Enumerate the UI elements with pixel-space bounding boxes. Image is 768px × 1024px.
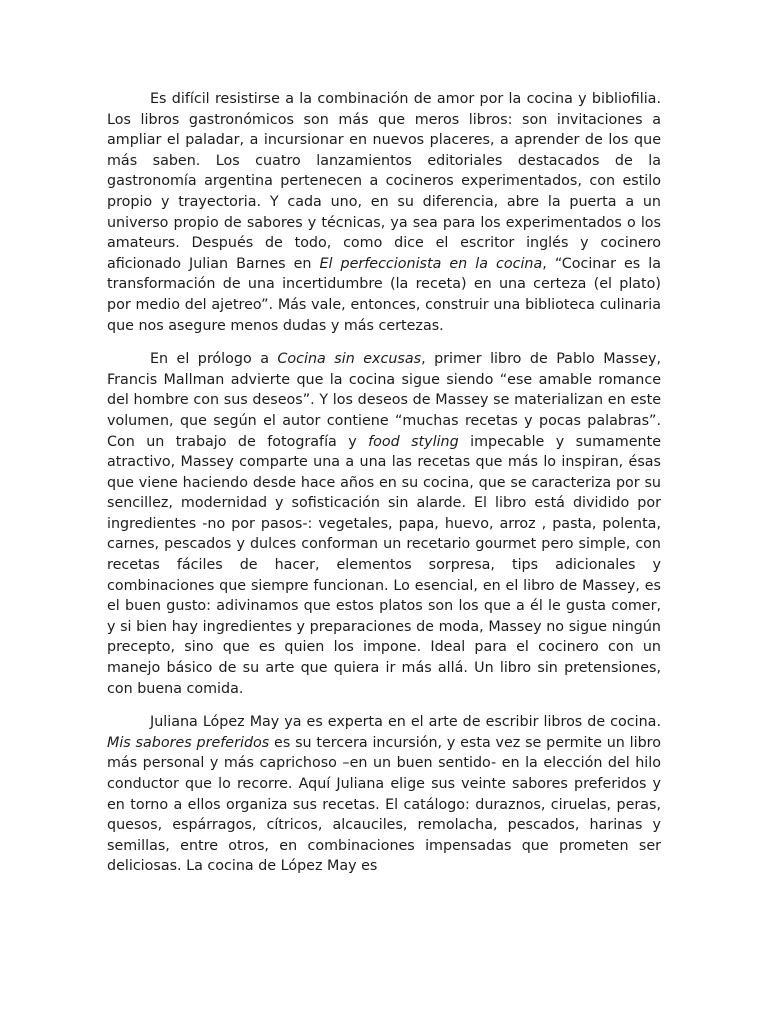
text-run: es su tercera incursión, y esta vez se permite un libro más personal y más caprichoso –en un buen sentido- en la elección del hilo conductor que lo recorre. Aquí Juliana elige sus veinte sabores preferidos y en torno a ellos organiza sus recetas. El catálogo: duraznos, ciruelas, peras, quesos, espárragos, cítricos, alcauciles, remolacha, pescados, harinas y semillas, entre otros, en combinaciones impensadas que prometen ser deliciosas. La cocina de López May es (107, 734, 661, 875)
text-run: impecable y sumamente atractivo, Massey comparte una a una las recetas que más lo inspiran, ésas que viene haciendo desde hace años en su cocina, que se caracteriza por su sencillez, modernidad y sofisticación sin alarde. El libro está dividido por ingredientes -no por pasos-: vegetales, papa, huevo, arroz , pasta, polenta, carnes, pescados y dulces conforman un recetario gourmet pero simple, con recetas fáciles de hacer, elementos sorpresa, tips adicionales y combinaciones que siempre funcionan. Lo esencial, en el libro de Massey, es el buen gusto: adivinamos que estos platos son los que a él le gusta comer, y si bien hay ingredientes y preparaciones de moda, Massey no sigue ningún precepto, sino que es quien los impone. Ideal para el cocinero con un manejo básico de su arte que quiera ir más allá. Un libro sin pretensiones, con buena comida. (107, 433, 661, 697)
paragraph (107, 712, 661, 877)
text-run: Es difícil resistirse a la combinación de amor por la cocina y bibliofilia. Los libros gastronómicos son más que meros libros: son invitaciones a ampliar el paladar, a incursionar en nuevos placeres, a aprender de los que más saben. Los cuatro lanzamientos editoriales destacados de la gastronomía argentina pertenecen a cocineros experimentados, con estilo propio y trayectoria. Y cada uno, en su diferencia, abre la puerta a un universo propio de sabores y técnicas, ya sea para los experimentados o los amateurs. Después de todo, como dice el escritor inglés y cocinero aficionado Julian Barnes en (107, 91, 661, 272)
text-run: , primer libro de Pablo Massey, Francis Mallman advierte que la cocina sigue siendo “ese amable romance del hombre con sus deseos”. Y los deseos de Massey se materializan en este volumen, que según el autor contiene “muchas recetas y pocas palabras”. Con un trabajo de fotografía y (107, 351, 661, 450)
paragraph (107, 89, 661, 336)
book-title: Cocina sin excusas (277, 351, 422, 368)
book-title: El perfeccionista en la cocina (319, 255, 543, 272)
book-title: Mis sabores preferidos (107, 734, 270, 751)
paragraph (107, 349, 661, 699)
text-run: En el prólogo a (150, 351, 278, 368)
text-run: Juliana López May ya es experta en el arte de escribir libros de cocina. (150, 714, 661, 731)
document-body (107, 89, 661, 877)
text-run: , “Cocinar es la transformación de una incertidumbre (la receta) en una certeza (el plato) por medio del ajetreo”. Más vale, entonces, construir una biblioteca culinaria que nos asegure menos dudas y más certezas. (107, 255, 661, 334)
book-title: food styling (368, 433, 459, 450)
